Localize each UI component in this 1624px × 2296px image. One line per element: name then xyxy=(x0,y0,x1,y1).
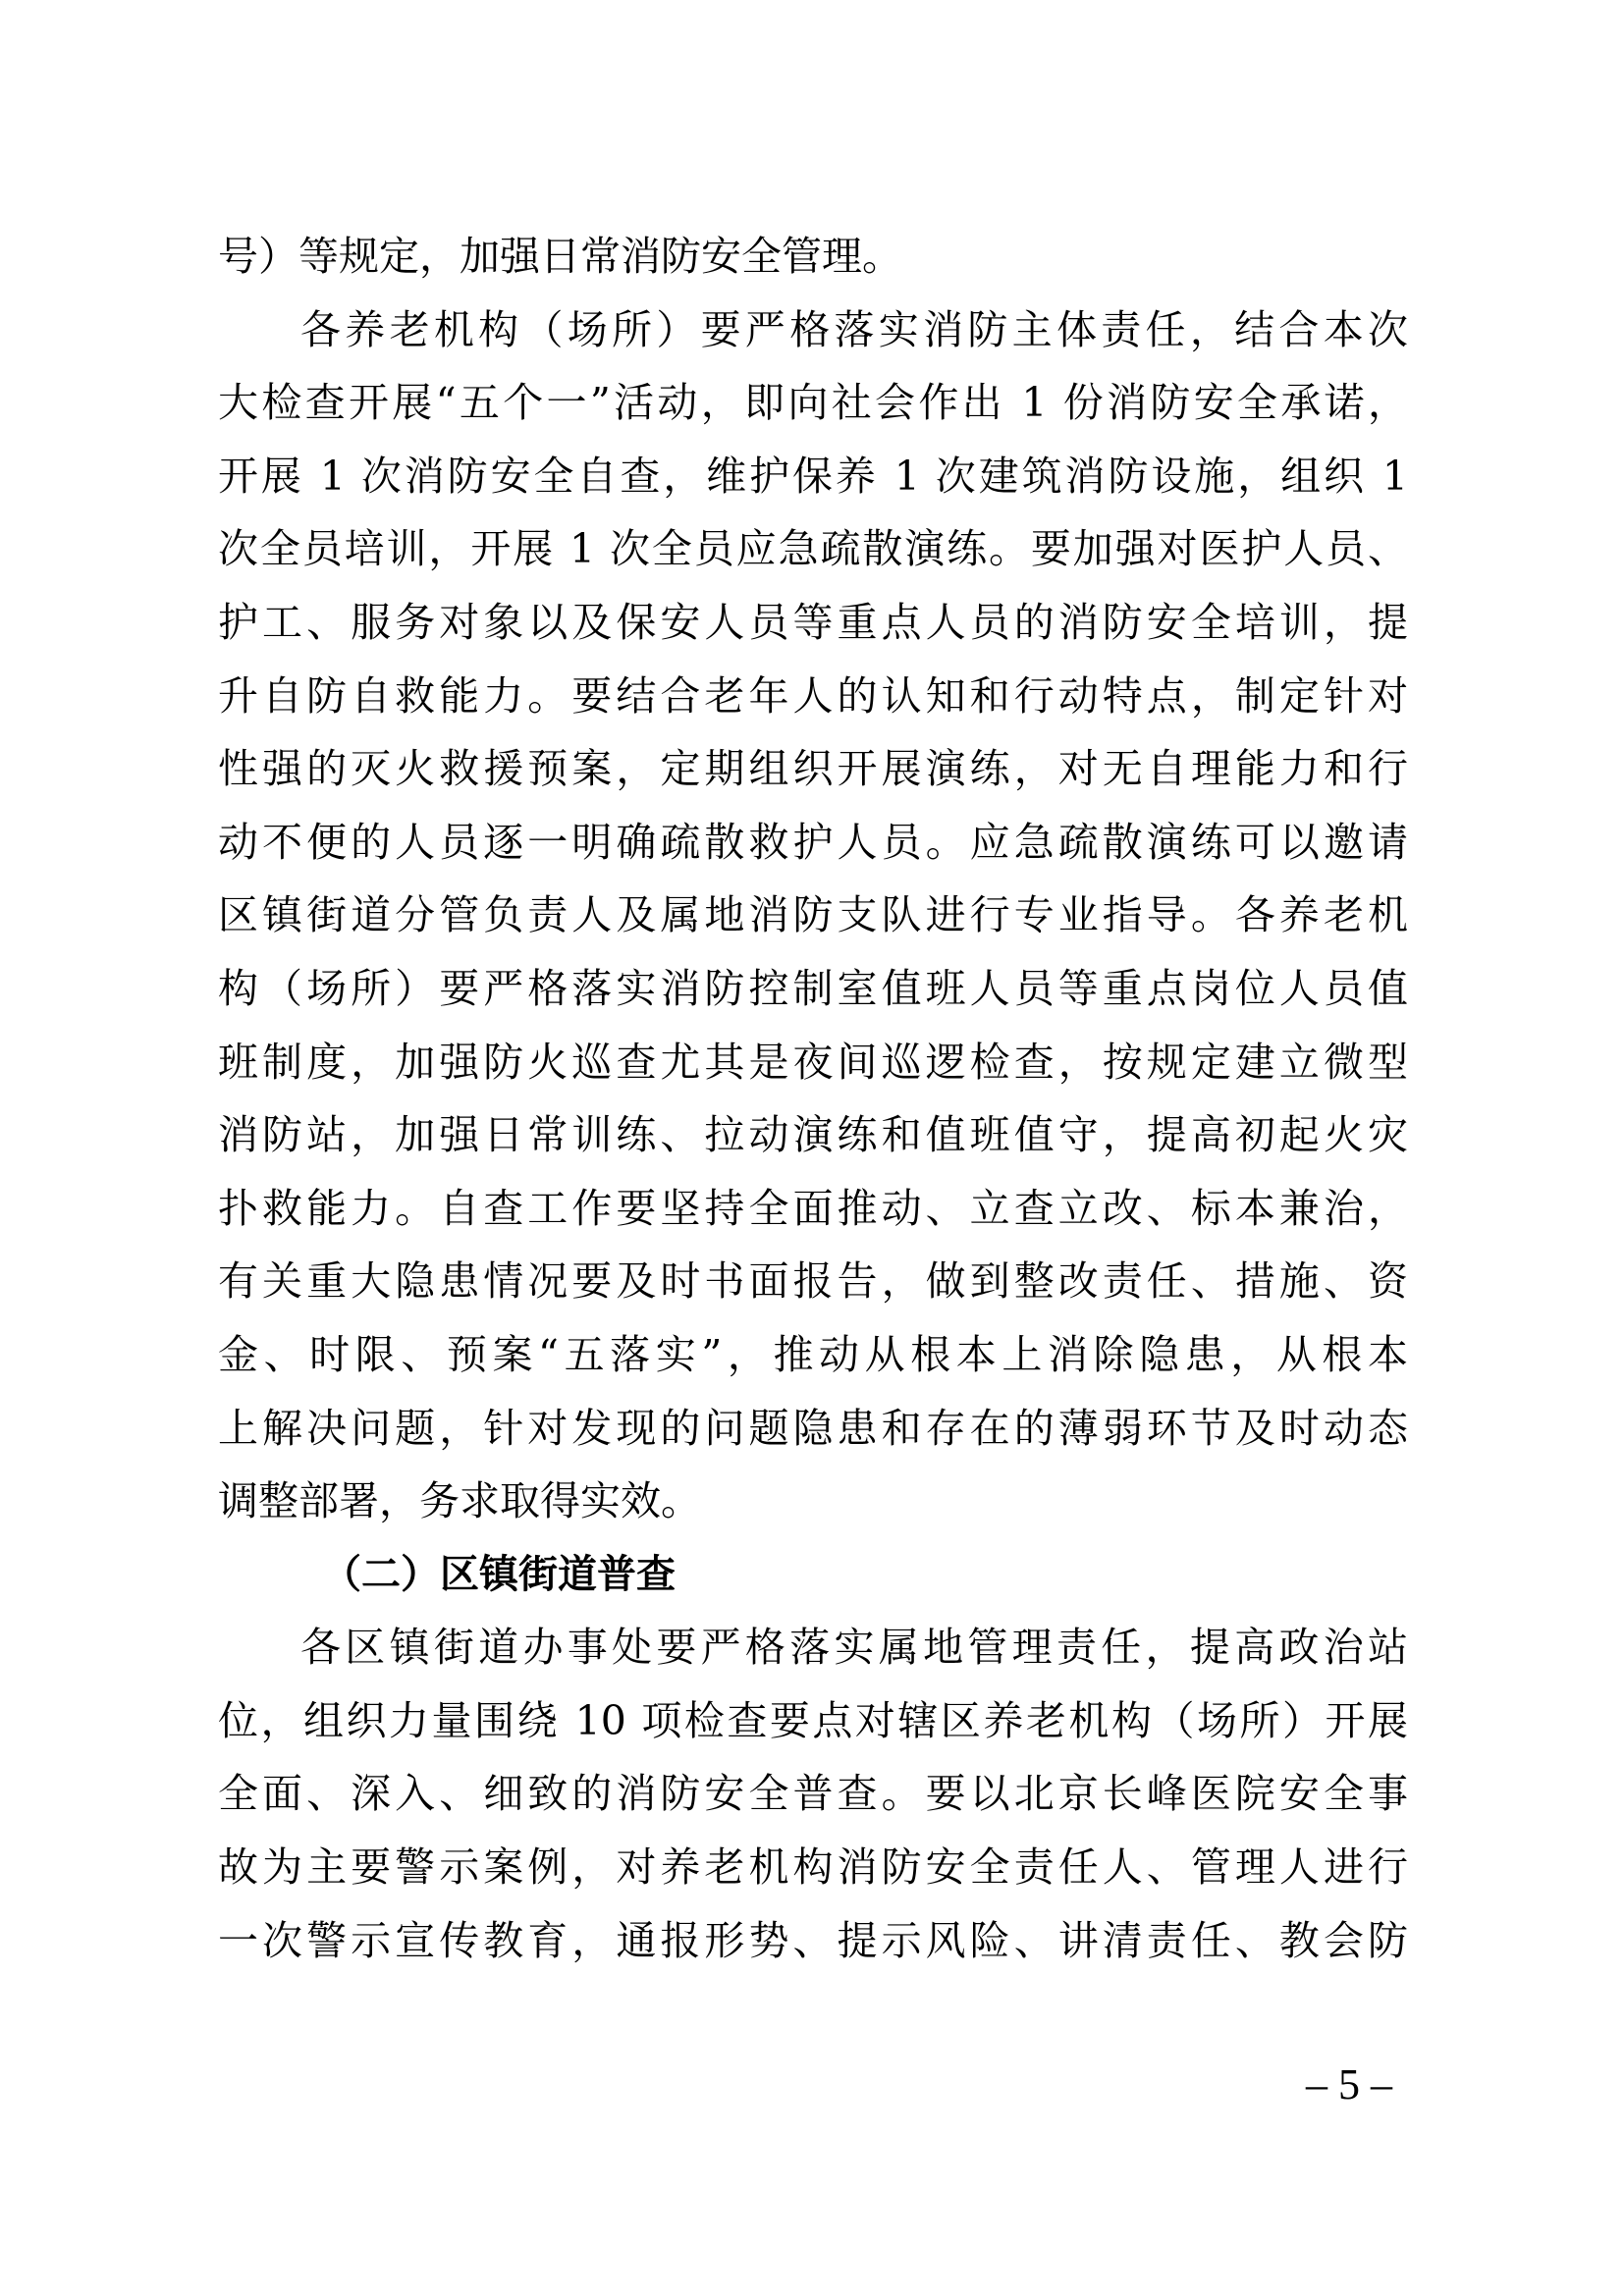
paragraph-line: 性强的灭火救援预案，定期组织开展演练，对无自理能力和行 xyxy=(218,745,1408,793)
paragraph-line: 各养老机构（场所）要严格落实消防主体责任，结合本次 xyxy=(300,305,1408,353)
paragraph-line: 消防站，加强日常训练、拉动演练和值班值守，提高初起火灾 xyxy=(218,1111,1408,1159)
paragraph-line: 护工、服务对象以及保安人员等重点人员的消防安全培训，提 xyxy=(218,598,1408,646)
paragraph-line: 位，组织力量围绕 10 项检查要点对辖区养老机构（场所）开展 xyxy=(218,1696,1408,1744)
paragraph-line: 调整部署，务求取得实效。 xyxy=(218,1477,701,1525)
page-number: – 5 – xyxy=(1306,2060,1392,2109)
paragraph-line: 一次警示宣传教育，通报形势、提示风险、讲清责任、教会防 xyxy=(218,1916,1408,1964)
paragraph-line: 升自防自救能力。要结合老年人的认知和行动特点，制定针对 xyxy=(218,671,1408,720)
paragraph-line: 金、时限、预案“五落实”，推动从根本上消除隐患，从根本 xyxy=(218,1330,1408,1378)
paragraph-line: 各区镇街道办事处要严格落实属地管理责任，提高政治站 xyxy=(300,1624,1408,1672)
paragraph-line: 扑救能力。自查工作要坚持全面推动、立查立改、标本兼治， xyxy=(218,1184,1408,1232)
paragraph-line: 构（场所）要严格落实消防控制室值班人员等重点岗位人员值 xyxy=(218,964,1408,1012)
paragraph-line: 上解决问题，针对发现的问题隐患和存在的薄弱环节及时动态 xyxy=(218,1404,1408,1452)
paragraph-line: 大检查开展“五个一”活动，即向社会作出 1 份消防安全承诺， xyxy=(218,379,1408,427)
paragraph-line: 开展 1 次消防安全自查，维护保养 1 次建筑消防设施，组织 1 xyxy=(218,452,1408,500)
body-text xyxy=(218,220,1408,1977)
paragraph-line: 全面、深入、细致的消防安全普查。要以北京长峰医院安全事 xyxy=(218,1770,1408,1818)
paragraph-line: 区镇街道分管负责人及属地消防支队进行专业指导。各养老机 xyxy=(218,891,1408,939)
paragraph-line: 次全员培训，开展 1 次全员应急疏散演练。要加强对医护人员、 xyxy=(218,525,1408,573)
paragraph-line: 号）等规定，加强日常消防安全管理。 xyxy=(218,233,902,280)
paragraph-line: 动不便的人员逐一明确疏散救护人员。应急疏散演练可以邀请 xyxy=(218,818,1408,866)
paragraph-line: 班制度，加强防火巡查尤其是夜间巡逻检查，按规定建立微型 xyxy=(218,1038,1408,1086)
paragraph-line: 故为主要警示案例，对养老机构消防安全责任人、管理人进行 xyxy=(218,1843,1408,1892)
paragraph-line: 有关重大隐患情况要及时书面报告，做到整改责任、措施、资 xyxy=(218,1257,1408,1306)
section-heading: （二）区镇街道普查 xyxy=(322,1551,676,1597)
